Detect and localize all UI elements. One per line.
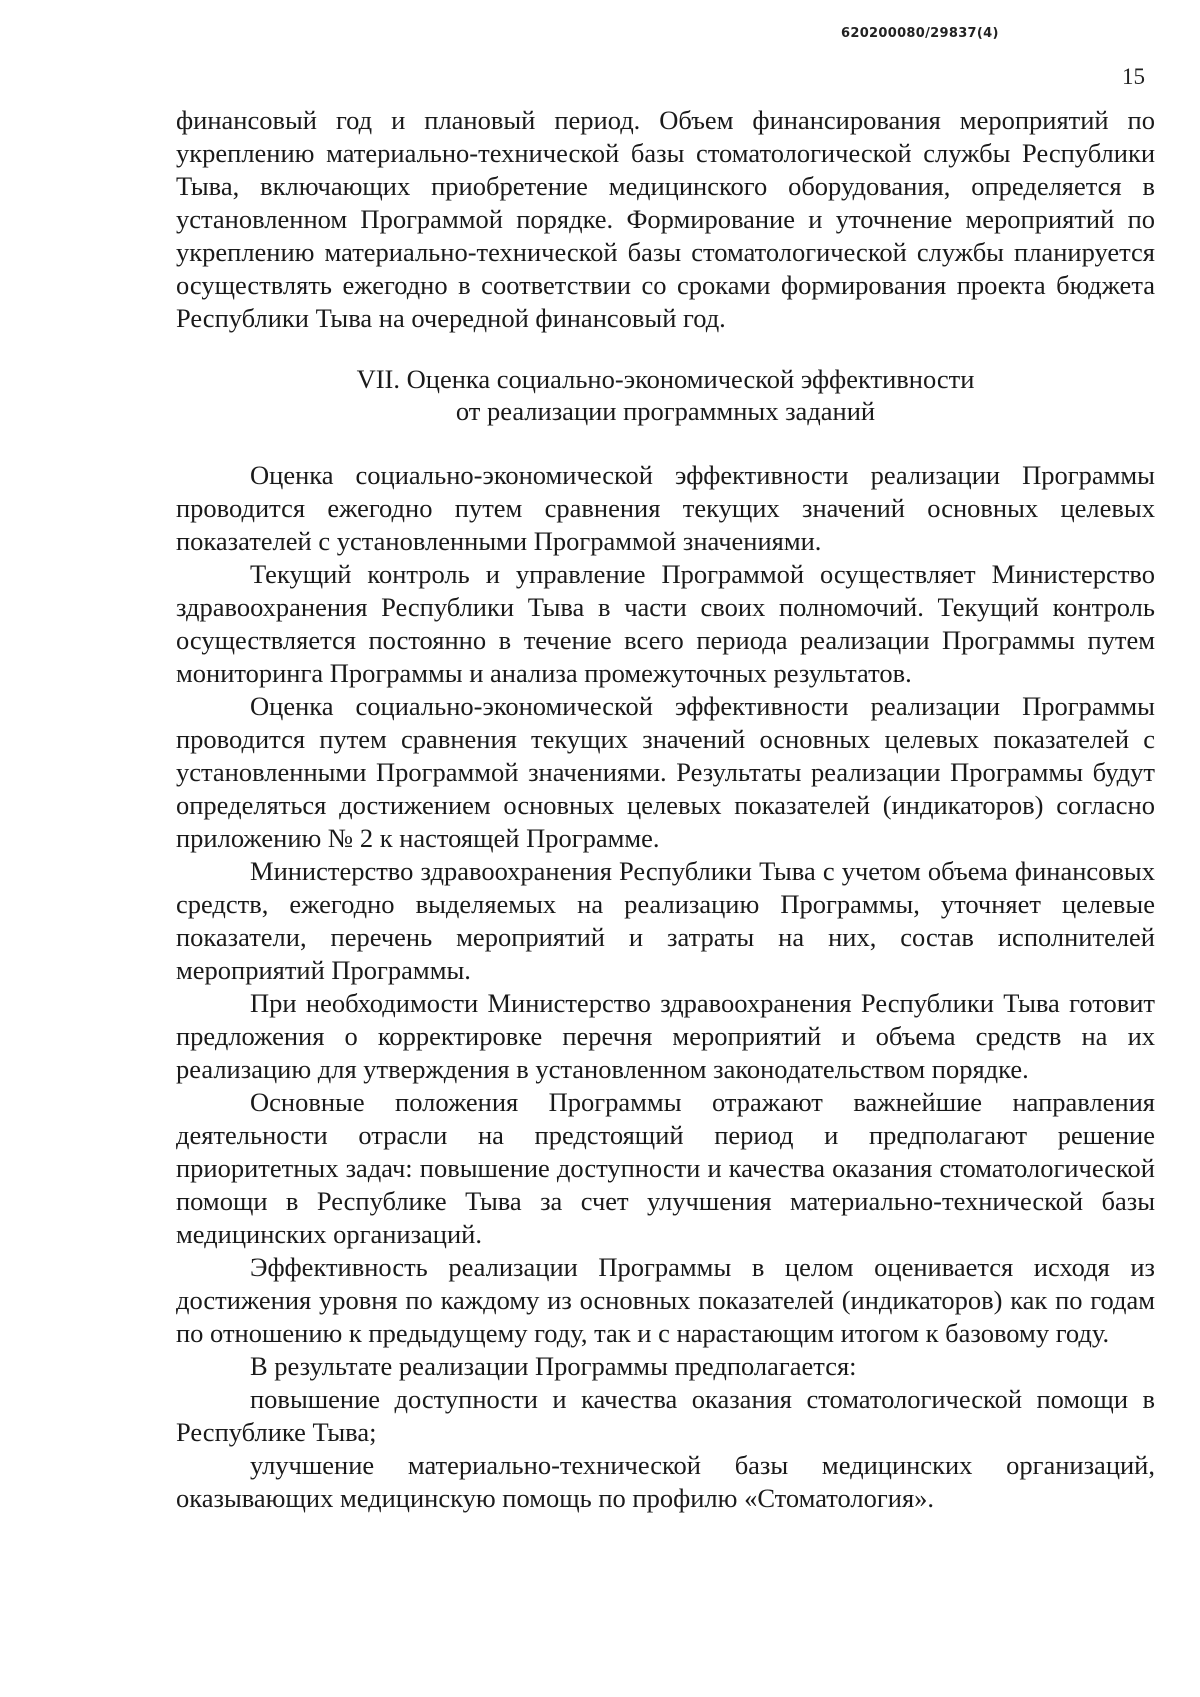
section-heading-line-2: от реализации программных заданий xyxy=(455,396,876,426)
paragraph-efficiency: Эффективность реализации Программы в целом оценивается исходя из достижения уровня по каждому из основных показателей (индикаторов) как по годам по отношению к предыдущему году, так и с нарастающим итогом к базовому году. xyxy=(176,1252,1155,1348)
paragraph-ministry-adjustments: Министерство здравоохранения Республики Тыва с учетом объема финансовых средств, ежегодно выделяемых на реализацию Программы, уточняет целевые показатели, перечень мероприятий и затраты на них, состав исполнителей мероприятий Программы. xyxy=(176,856,1155,985)
document-body xyxy=(176,104,1155,1515)
paragraph-proposals: При необходимости Министерство здравоохранения Республики Тыва готовит предложения о корректировке перечня мероприятий и объема средств на их реализацию для утверждения в установленном законодательством порядке. xyxy=(176,988,1155,1084)
section-heading xyxy=(176,363,1155,427)
paragraph-evaluation-results: Оценка социально-экономической эффективности реализации Программы проводится путем сравнения текущих значений основных целевых показателей с установленными Программой значениями. Результаты реализации Программы будут определяться достижением основных целевых показателей (индикаторов) согласно приложению № 2 к настоящей Программе. xyxy=(176,691,1155,853)
document-id: 620200080/29837(4) xyxy=(841,26,999,41)
paragraph-current-control: Текущий контроль и управление Программой осуществляет Министерство здравоохранения Республики Тыва в части своих полномочий. Текущий контроль осуществляется постоянно в течение всего периода реализации Программы путем мониторинга Программы и анализа промежуточных результатов. xyxy=(176,559,1155,688)
list-item-material-base: улучшение материально-технической базы медицинских организаций, оказывающих медицинскую помощь по профилю «Стоматология». xyxy=(176,1450,1155,1513)
paragraph-main-provisions: Основные положения Программы отражают важнейшие направления деятельности отрасли на предстоящий период и предполагают решение приоритетных задач: повышение доступности и качества оказания стоматологической помощи в Республике Тыва за счет улучшения материально-технической базы медицинских организаций. xyxy=(176,1087,1155,1249)
section-heading-line-1: VII. Оценка социально-экономической эффективности xyxy=(356,364,975,394)
paragraph-evaluation-method: Оценка социально-экономической эффективности реализации Программы проводится ежегодно путем сравнения текущих значений основных целевых показателей с установленными Программой значениями. xyxy=(176,460,1155,556)
page-number: 15 xyxy=(1122,64,1145,89)
paragraph-expected-results: В результате реализации Программы предполагается: xyxy=(250,1351,857,1381)
list-item-accessibility: повышение доступности и качества оказания стоматологической помощи в Республике Тыва; xyxy=(176,1384,1155,1447)
intro-paragraph: финансовый год и плановый период. Объем финансирования мероприятий по укреплению материально-технической базы стоматологической службы Республики Тыва, включающих приобретение медицинского оборудования, определяется в установленном Программой порядке. Формирование и уточнение мероприятий по укреплению материально-технической базы стоматологической службы планируется осуществлять ежегодно в соответствии со сроками формирования проекта бюджета Республики Тыва на очередной финансовый год. xyxy=(176,105,1155,333)
